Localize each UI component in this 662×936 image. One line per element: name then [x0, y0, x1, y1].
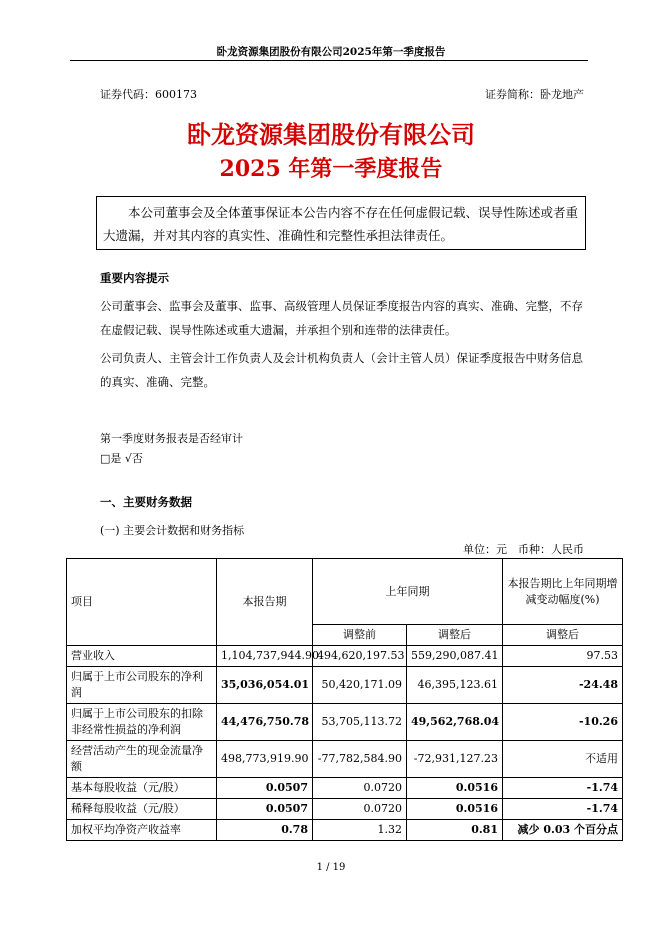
- row-current: 0.0507: [217, 799, 313, 820]
- subsection-heading: (一) 主要会计数据和财务指标: [100, 524, 245, 537]
- report-title: 2025 年第一季度报告: [219, 156, 443, 182]
- table-row: [67, 820, 623, 841]
- row-change: 97.53: [503, 646, 623, 667]
- header-current: 本报告期: [217, 559, 313, 646]
- important-para-2: 公司负责人、主管会计工作负责人及会计机构负责人（会计主管人员）保证季度报告中财务信息的真实、准确、完整。: [100, 351, 583, 389]
- table-row: [67, 741, 623, 778]
- stock-code: 证券代码：600173: [100, 88, 197, 101]
- row-change: 减少 0.03 个百分点: [503, 820, 623, 841]
- row-after: 49,562,768.04: [407, 704, 503, 741]
- row-before: 0.0720: [313, 778, 407, 799]
- company-title: 卧龙资源集团股份有限公司: [187, 120, 475, 149]
- table-row: [67, 646, 623, 667]
- running-header: 卧龙资源集团股份有限公司2025年第一季度报告: [216, 46, 446, 58]
- audit-answer: □是 √否: [100, 452, 143, 465]
- row-before: 494,620,197.53: [313, 646, 407, 667]
- unit-label: 单位：元 币种：人民币: [463, 543, 584, 556]
- table-row: [67, 667, 623, 704]
- row-current: 0.78: [217, 820, 313, 841]
- row-current: 1,104,737,944.90: [217, 646, 313, 667]
- board-notice-text: 本公司董事会及全体董事保证本公告内容不存在任何虚假记载、误导性陈述或者重大遗漏，并对其内容的真实性、准确性和完整性承担法律责任。: [103, 205, 579, 243]
- row-current: 498,773,919.90: [217, 741, 313, 778]
- row-item: 经营活动产生的现金流量净额: [67, 741, 217, 778]
- row-change: 不适用: [503, 741, 623, 778]
- row-after: 559,290,087.41: [407, 646, 503, 667]
- row-change: -1.74: [503, 799, 623, 820]
- row-before: 0.0720: [313, 799, 407, 820]
- row-item: 归属于上市公司股东的净利润: [67, 667, 217, 704]
- row-before: -77,782,584.90: [313, 741, 407, 778]
- row-after: 0.0516: [407, 778, 503, 799]
- audit-question: 第一季度财务报表是否经审计: [100, 432, 243, 445]
- table-row: [67, 704, 623, 741]
- row-current: 35,036,054.01: [217, 667, 313, 704]
- row-current: 0.0507: [217, 778, 313, 799]
- table-row: [67, 799, 623, 820]
- section-heading: 一、主要财务数据: [100, 495, 192, 509]
- row-item: 加权平均净资产收益率: [67, 820, 217, 841]
- page-number: 1 / 19: [316, 862, 346, 873]
- row-item: 营业收入: [67, 646, 217, 667]
- important-heading: 重要内容提示: [100, 271, 169, 285]
- header-item: 项目: [67, 559, 217, 646]
- header-before: 调整前: [313, 625, 407, 646]
- header-after: 调整后: [407, 625, 503, 646]
- header-change: 本报告期比上年同期增减变动幅度(%): [503, 559, 623, 625]
- important-para-1: 公司董事会、监事会及董事、监事、高级管理人员保证季度报告内容的真实、准确、完整，不存在虚假记载、误导性陈述或重大遗漏，并承担个别和连带的法律责任。: [100, 299, 583, 337]
- row-before: 53,705,113.72: [313, 704, 407, 741]
- board-notice-box: [96, 196, 586, 250]
- table-row: [67, 778, 623, 799]
- header-rule: [70, 60, 588, 61]
- row-before: 50,420,171.09: [313, 667, 407, 704]
- header-after-change: 调整后: [503, 625, 623, 646]
- row-change: -1.74: [503, 778, 623, 799]
- row-change: -24.48: [503, 667, 623, 704]
- stock-abbreviation: 证券简称：卧龙地产: [485, 88, 584, 101]
- row-item: 归属于上市公司股东的扣除非经常性损益的净利润: [67, 704, 217, 741]
- financial-data-table: [66, 558, 623, 841]
- row-after: 46,395,123.61: [407, 667, 503, 704]
- header-prior: 上年同期: [313, 559, 503, 625]
- row-change: -10.26: [503, 704, 623, 741]
- row-item: 基本每股收益（元/股）: [67, 778, 217, 799]
- row-after: -72,931,127.23: [407, 741, 503, 778]
- row-after: 0.0516: [407, 799, 503, 820]
- row-current: 44,476,750.78: [217, 704, 313, 741]
- row-item: 稀释每股收益（元/股）: [67, 799, 217, 820]
- row-before: 1.32: [313, 820, 407, 841]
- row-after: 0.81: [407, 820, 503, 841]
